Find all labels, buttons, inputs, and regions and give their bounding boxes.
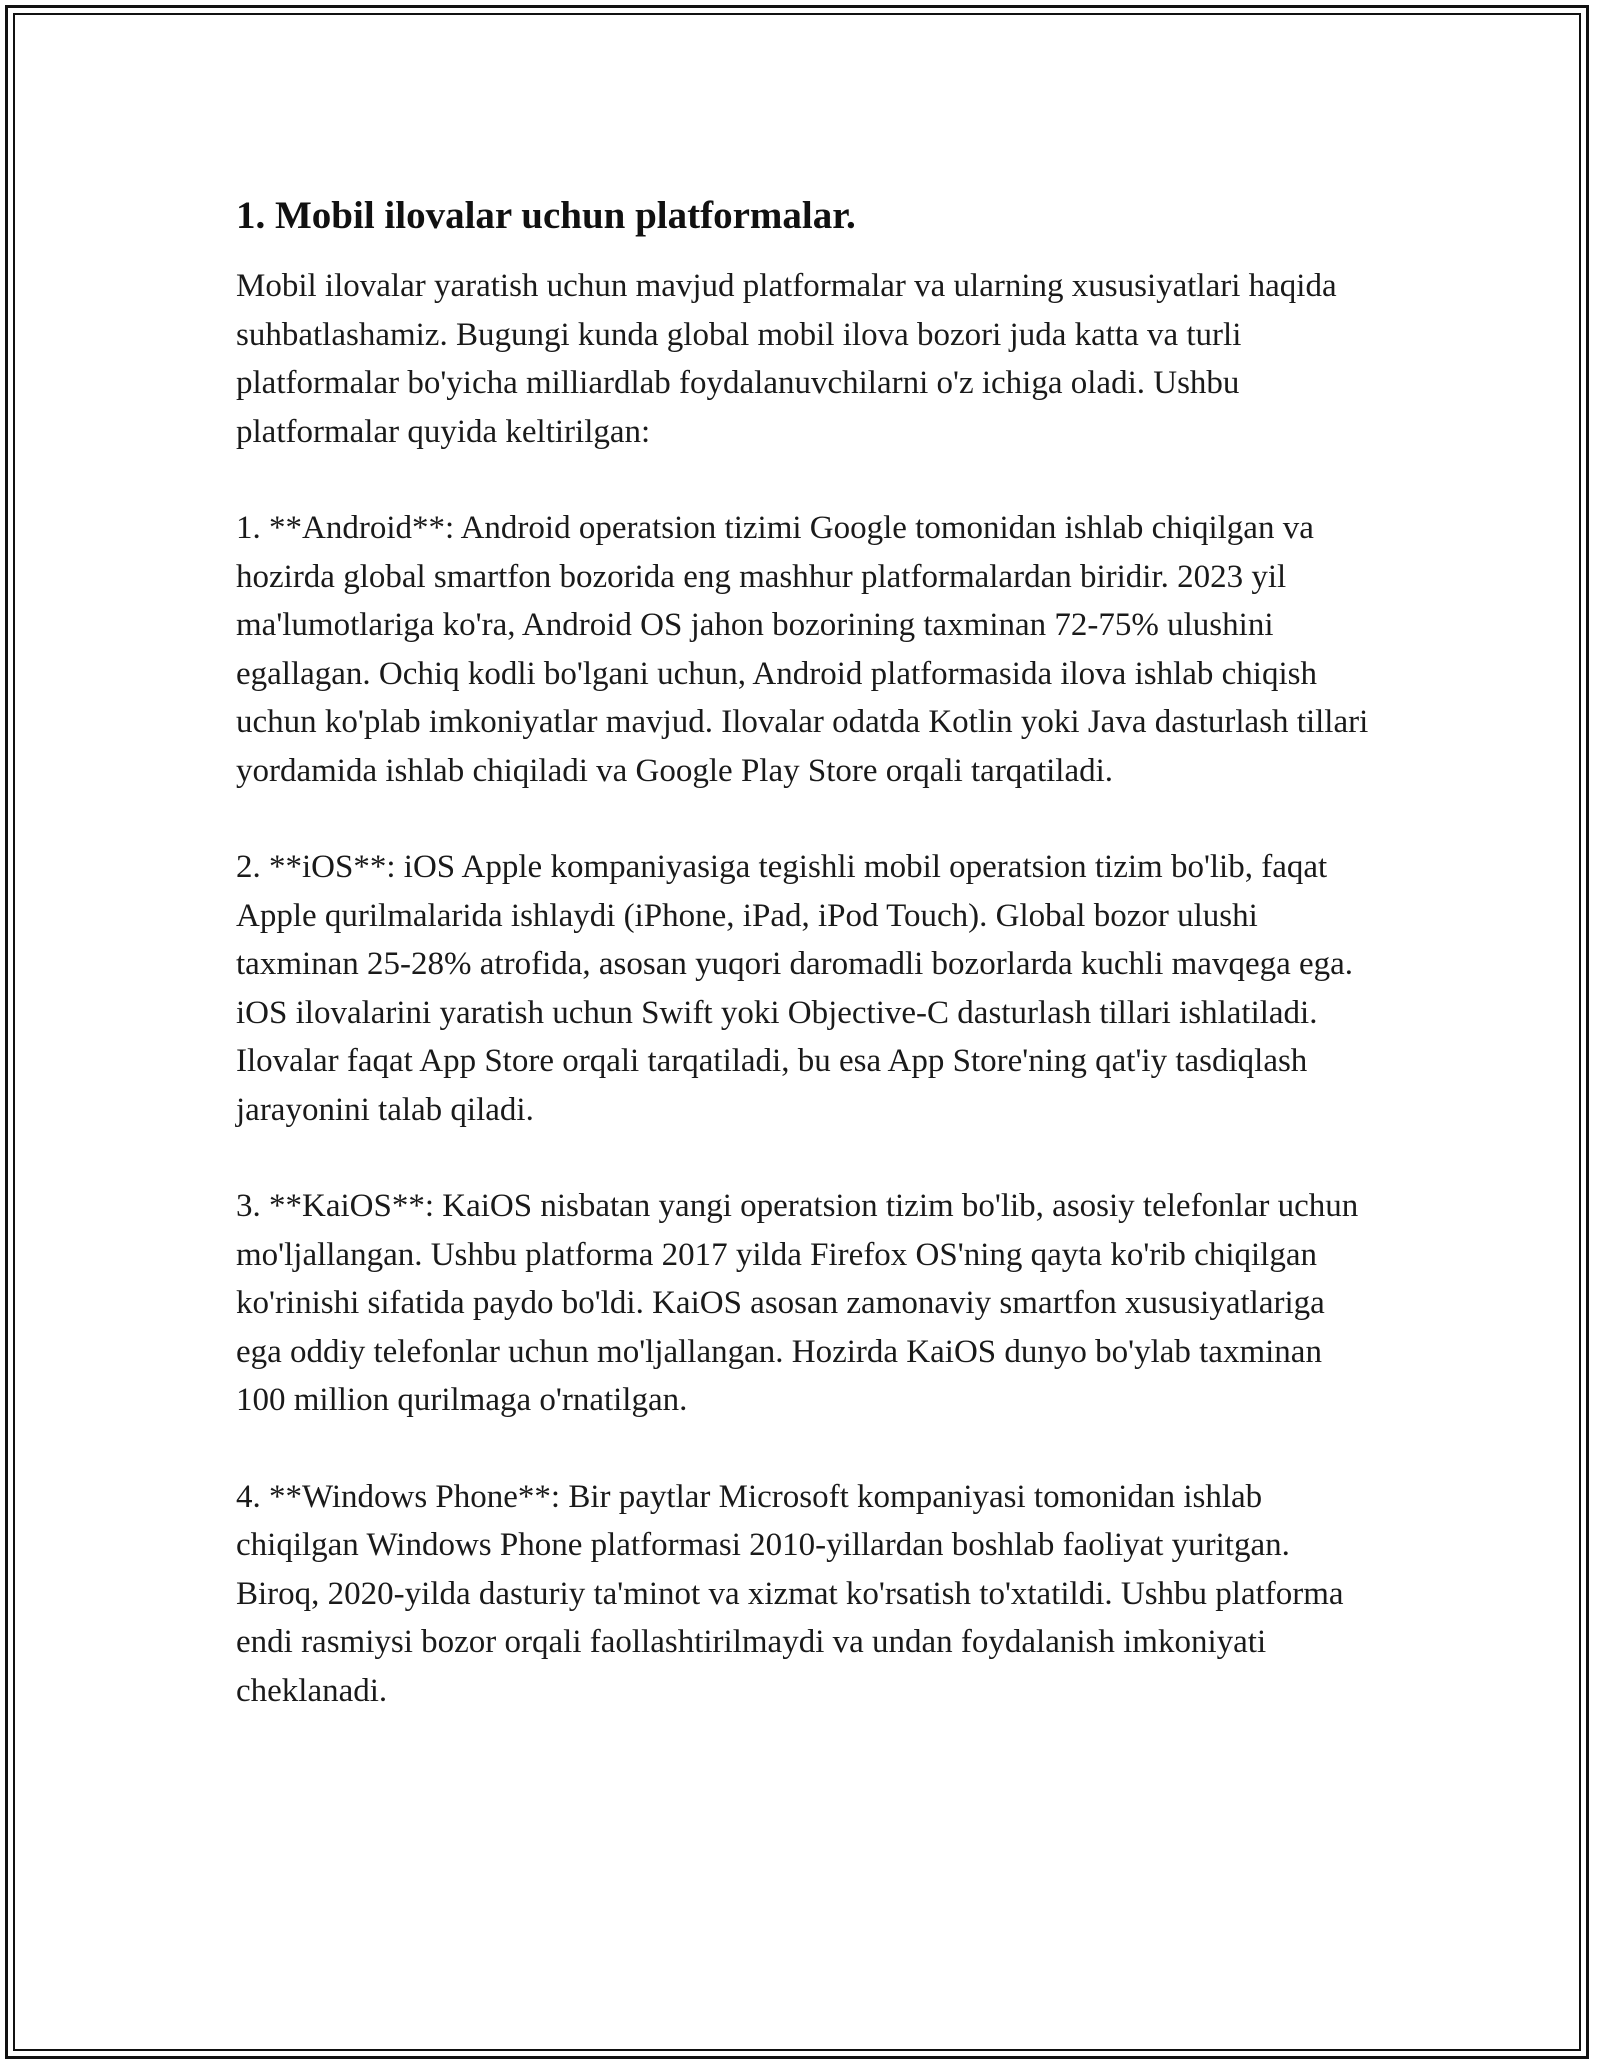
document-heading: 1. Mobil ilovalar uchun platformalar. [236,194,856,237]
android-paragraph: 1. **Android**: Android operatsion tizimi Google tomonidan ishlab chiqilgan va hozirda global smartfon bozorida eng mashhur platformalardan biridir. 2023 yil ma'lumotlariga ko'ra, Android OS jahon bozorining taxminan 72-75% ulushini egallagan. Ochiq kodli bo'lgani uchun, Android platformasida ilova ishlab chiqish uchun ko'plab imkoniyatlar mavjud. Ilovalar odatda Kotlin yoki Java dasturlash tillari yordamida ishlab chiqiladi va Google Play Store orqali tarqatiladi. [236,510,1369,789]
windows-phone-paragraph: 4. **Windows Phone**: Bir paytlar Microsoft kompaniyasi tomonidan ishlab chiqilgan Windows Phone platformasi 2010-yillardan boshlab faoliyat yuritgan. Biroq, 2020-yilda dasturiy ta'minot va xizmat ko'rsatish to'xtatildi. Ushbu platforma endi rasmiysi bozor orqali faollashtirilmaydi va undan foydalanish imkoniyati cheklanadi. [236,1478,1344,1709]
document-body [236,186,1376,1763]
ios-paragraph: 2. **iOS**: iOS Apple kompaniyasiga tegishli mobil operatsion tizim bo'lib, faqat Apple qurilmalarida ishlaydi (iPhone, iPad, iPod Touch). Global bozor ulushi taxminan 25-28% atrofida, asosan yuqori daromadli bozorlarda kuchli mavqega ega. iOS ilovalarini yaratish uchun Swift yoki Objective-C dasturlash tillari ishlatiladi. Ilovalar faqat App Store orqali tarqatiladi, bu esa App Store'ning qat'iy tasdiqlash jarayonini talab qiladi. [236,849,1354,1128]
kaios-paragraph: 3. **KaiOS**: KaiOS nisbatan yangi operatsion tizim bo'lib, asosiy telefonlar uchun mo'ljallangan. Ushbu platforma 2017 yilda Firefox OS'ning qayta ko'rib chiqilgan ko'rinishi sifatida paydo bo'ldi. KaiOS asosan zamonaviy smartfon xususiyatlariga ega oddiy telefonlar uchun mo'ljallangan. Hozirda KaiOS dunyo bo'ylab taxminan 100 million qurilmaga o'rnatilgan. [236,1188,1359,1418]
intro-paragraph: Mobil ilovalar yaratish uchun mavjud platformalar va ularning xususiyatlari haqida suhbatlashamiz. Bugungi kunda global mobil ilova bozori juda katta va turli platformalar bo'yicha milliardlab foydalanuvchilarni o'z ichiga oladi. Ushbu platformalar quyida keltirilgan: [236,268,1337,450]
